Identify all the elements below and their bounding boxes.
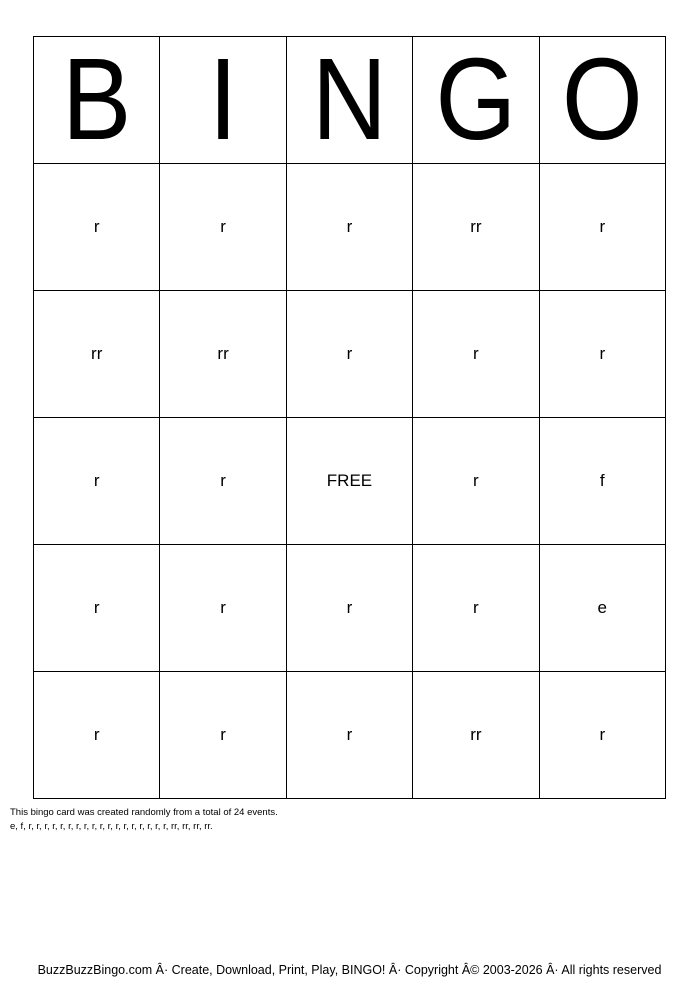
bingo-cell: r bbox=[160, 164, 286, 291]
header-cell-b bbox=[34, 37, 160, 164]
header-cell-n bbox=[286, 37, 412, 164]
bingo-cell: rr bbox=[413, 164, 539, 291]
bingo-cell: rr bbox=[413, 672, 539, 799]
bingo-cell: rr bbox=[160, 291, 286, 418]
bingo-cell: r bbox=[34, 164, 160, 291]
bingo-row-1 bbox=[34, 164, 666, 291]
bingo-cell: r bbox=[286, 672, 412, 799]
bingo-header-row bbox=[34, 37, 666, 164]
bingo-cell: r bbox=[160, 418, 286, 545]
bingo-card-grid bbox=[33, 36, 666, 799]
bingo-cell: r bbox=[286, 545, 412, 672]
header-letter: I bbox=[208, 36, 238, 164]
bingo-cell: r bbox=[539, 672, 665, 799]
header-letter: G bbox=[435, 36, 517, 164]
bingo-cell: r bbox=[286, 291, 412, 418]
header-letter: B bbox=[62, 36, 132, 164]
footer-copyright: BuzzBuzzBingo.com Â· Create, Download, Print, Play, BINGO! Â· Copyright Â© 2003-2026 Â· All rights reserved bbox=[37, 963, 662, 977]
bingo-cell: r bbox=[286, 164, 412, 291]
header-letter: O bbox=[561, 36, 643, 164]
bingo-cell: r bbox=[160, 545, 286, 672]
bingo-row-3 bbox=[34, 418, 666, 545]
bingo-row-2 bbox=[34, 291, 666, 418]
bingo-cell: r bbox=[539, 164, 665, 291]
events-list: e, f, r, r, r, r, r, r, r, r, r, r, r, r, r, r, r, r, r, r, rr, rr, rr, rr. bbox=[10, 821, 213, 832]
bingo-cell: rr bbox=[34, 291, 160, 418]
free-space-cell: FREE bbox=[286, 418, 412, 545]
header-cell-i bbox=[160, 37, 286, 164]
bingo-cell: r bbox=[160, 672, 286, 799]
bingo-cell: f bbox=[539, 418, 665, 545]
header-cell-o bbox=[539, 37, 665, 164]
bingo-row-4 bbox=[34, 545, 666, 672]
bingo-cell: r bbox=[34, 545, 160, 672]
bingo-cell: r bbox=[413, 418, 539, 545]
header-cell-g bbox=[413, 37, 539, 164]
card-info bbox=[10, 806, 690, 834]
bingo-cell: r bbox=[539, 291, 665, 418]
bingo-cell: e bbox=[539, 545, 665, 672]
bingo-cell: r bbox=[413, 291, 539, 418]
bingo-cell: r bbox=[34, 418, 160, 545]
bingo-row-5 bbox=[34, 672, 666, 799]
bingo-cell: r bbox=[413, 545, 539, 672]
bingo-cell: r bbox=[34, 672, 160, 799]
card-generation-note: This bingo card was created randomly from a total of 24 events. bbox=[10, 807, 278, 818]
header-letter: N bbox=[311, 36, 388, 164]
